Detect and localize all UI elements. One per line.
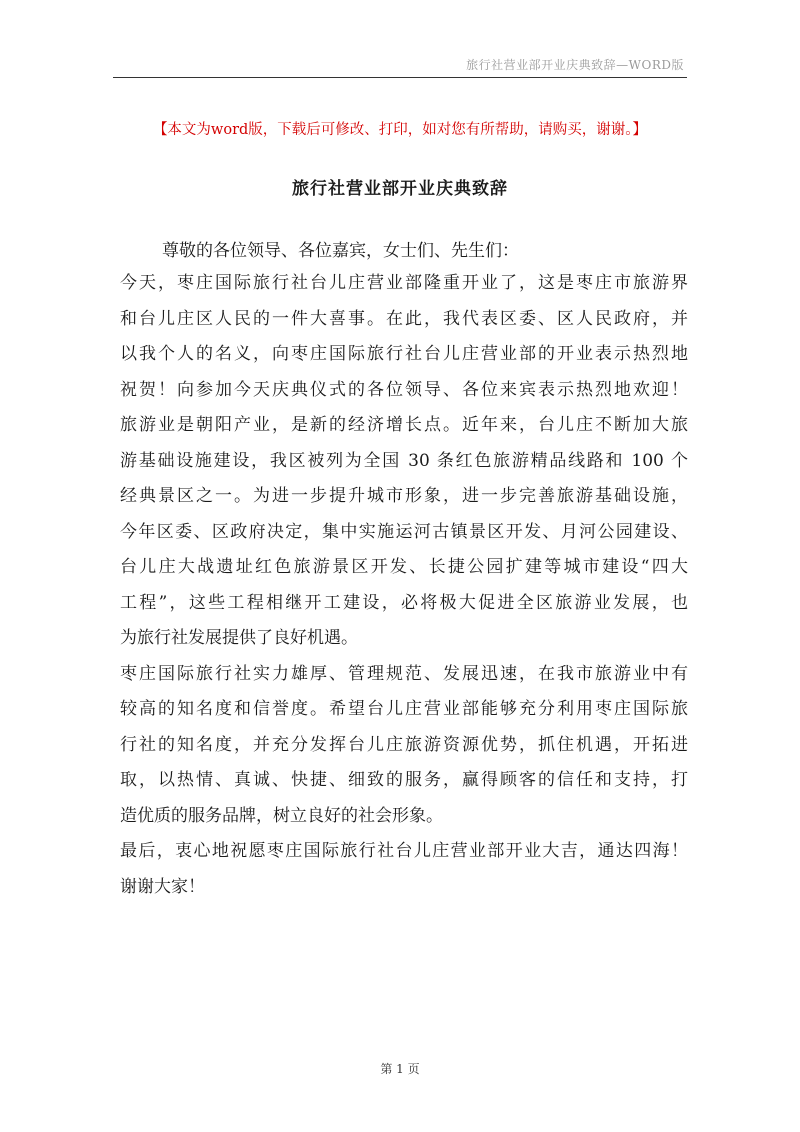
body-line: 今年区委、区政府决定，集中实施运河古镇景区开发、月河公园建设、	[120, 521, 688, 542]
body-line: 取，以热情、真诚、快捷、细致的服务，赢得顾客的信任和支持，打	[120, 770, 688, 790]
body-line: 谢谢大家！	[120, 876, 205, 897]
body-line: 枣庄国际旅行社实力雄厚、管理规范、发展迅速，在我市旅游业中有	[120, 663, 688, 684]
body-line: 最后，衷心地祝愿枣庄国际旅行社台儿庄营业部开业大吉，通达四海！	[120, 841, 688, 861]
download-notice: 【本文为word版，下载后可修改、打印，如对您有所帮助，请购买，谢谢。】	[152, 122, 648, 138]
body-line: 以我个人的名义，向枣庄国际旅行社台儿庄营业部的开业表示热烈地	[120, 344, 688, 364]
running-header: 旅行社营业部开业庆典致辞—WORD版	[466, 58, 684, 72]
header-divider	[113, 77, 687, 78]
body-line: 祝贺！向参加今天庆典仪式的各位领导、各位来宾表示热烈地欢迎！	[120, 379, 688, 400]
document-title: 旅行社营业部开业庆典致辞	[292, 179, 508, 199]
body-line: 旅游业是朝阳产业，是新的经济增长点。近年来，台儿庄不断加大旅	[120, 415, 688, 435]
body-line: 台儿庄大战遗址红色旅游景区开发、长捷公园扩建等城市建设“四大	[120, 557, 688, 577]
page-number: 第 1 页	[380, 1062, 420, 1076]
body-line: 今天，枣庄国际旅行社台儿庄营业部隆重开业了，这是枣庄市旅游界	[120, 273, 688, 293]
speech-body	[120, 266, 688, 905]
body-line: 和台儿庄区人民的一件大喜事。在此，我代表区委、区人民政府，并	[120, 308, 688, 329]
body-line: 为旅行社发展提供了良好机遇。	[120, 628, 358, 648]
body-line: 游基础设施建设，我区被列为全国 30 条红色旅游精品线路和 100 个	[120, 450, 688, 471]
body-line: 较高的知名度和信誉度。希望台儿庄营业部能够充分利用枣庄国际旅	[120, 699, 688, 719]
body-line: 行社的知名度，并充分发挥台儿庄旅游资源优势，抓住机遇，开拓进	[120, 734, 688, 755]
body-line: 工程”，这些工程相继开工建设，必将极大促进全区旅游业发展，也	[120, 592, 688, 613]
greeting-line: 尊敬的各位领导、各位嘉宾，女士们、先生们：	[162, 241, 519, 261]
body-line: 经典景区之一。为进一步提升城市形象，进一步完善旅游基础设施，	[120, 486, 688, 506]
body-line: 造优质的服务品牌，树立良好的社会形象。	[120, 805, 443, 826]
